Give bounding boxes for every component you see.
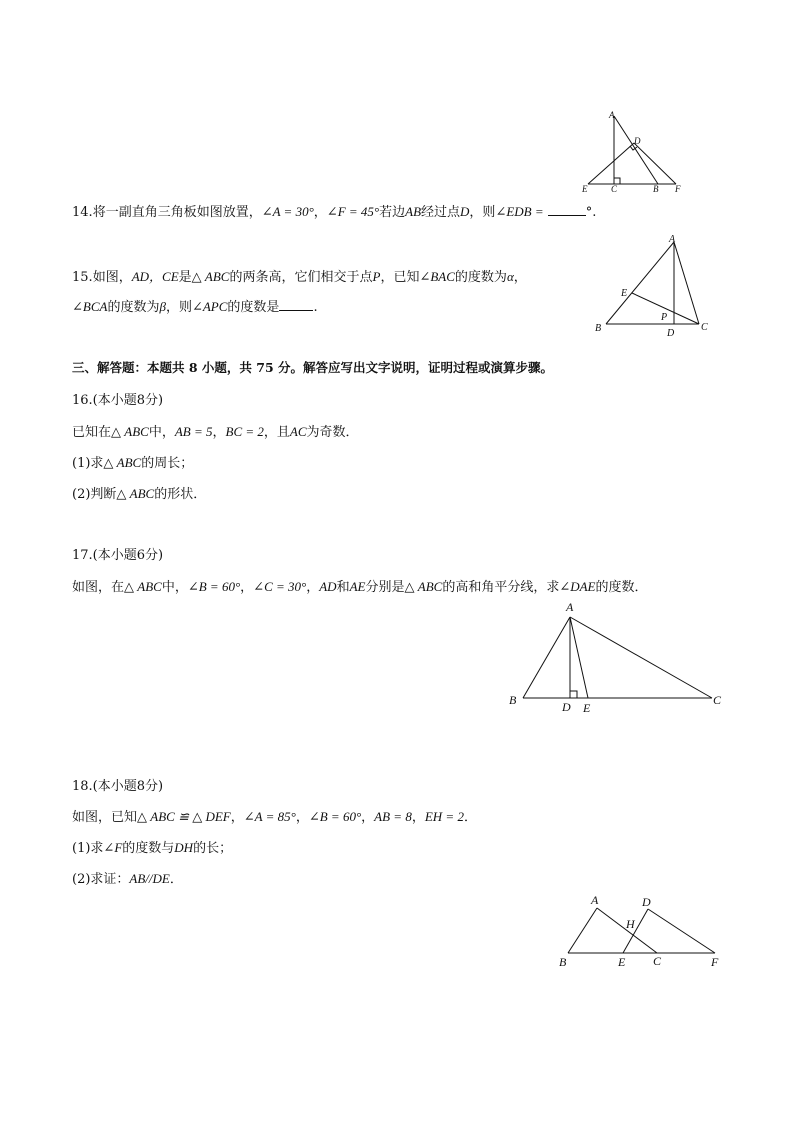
q18-sep: ， — [230, 810, 244, 825]
q15-answer-blank[interactable] — [279, 298, 313, 311]
q14-label-f: F — [675, 184, 681, 194]
q14-text-b: 若边 — [379, 205, 406, 220]
q15-apc: ∠APC — [191, 299, 228, 314]
q18-eh: EH = 2 — [424, 809, 464, 824]
q15-figure — [592, 232, 717, 337]
q14-label-b: B — [653, 184, 659, 194]
q14-tail: °. — [585, 205, 597, 220]
q15-tail: . — [313, 300, 318, 315]
q15-text-h: ，则 — [165, 300, 192, 315]
q15-bca: ∠BCA — [72, 299, 108, 314]
q15-label-c: C — [701, 322, 708, 333]
q18-sep4: ， — [411, 810, 425, 825]
q16-bc: BC = 2 — [225, 424, 264, 439]
q15-number: 15. — [72, 270, 93, 285]
q16-header: 16.(本小题8分) — [72, 393, 164, 408]
q17-label-e: E — [583, 701, 591, 715]
q16-part2 — [72, 485, 206, 504]
q18-part2 — [72, 870, 183, 889]
q14-number: 14. — [72, 205, 93, 220]
q17-text-e: 的高和角平分线，求 — [442, 580, 560, 595]
q14-text-c: 经过点 — [421, 205, 461, 220]
q14-ab: AB — [405, 204, 422, 219]
q17-text-a: 如图，在 — [72, 580, 125, 595]
q18-ab: AB = 8 — [374, 809, 412, 824]
q18-part1-dh: DH — [174, 840, 194, 855]
q14-cond-f: ∠F = 45° — [326, 204, 380, 219]
q15-tri: △ ABC — [191, 269, 230, 284]
q17-label-d: D — [562, 700, 571, 714]
q18-label-e: E — [618, 955, 626, 969]
q17-text-b: 中， — [161, 580, 188, 595]
q18-text-a: 如图，已知 — [72, 810, 138, 825]
q14-text — [72, 203, 596, 222]
q18-figure — [555, 892, 730, 972]
q14-text-d: ，则 — [469, 205, 496, 220]
q16-text-c: ，且 — [263, 425, 290, 440]
section3-title: 三、解答题：本题共 8 小题，共 75 分。解答应写出文字说明，证明过程或演算步骤。 — [72, 360, 554, 375]
q18-cong: △ ABC ≌ △ DEF — [137, 809, 231, 824]
q16-text-b: 中， — [148, 425, 175, 440]
q14-label-d: D — [634, 136, 641, 146]
q15-text-line2 — [72, 298, 318, 317]
q17-label-a: A — [566, 600, 574, 614]
q15-label-a: A — [669, 234, 676, 245]
q15-text-c: 的两条高，它们相交于点 — [229, 270, 373, 285]
q17-text-f: 的度数． — [595, 580, 648, 595]
q14-label-a: A — [609, 110, 615, 120]
q18-part1-f: ∠F — [103, 840, 123, 855]
q16-part1-a: (1)求 — [72, 456, 104, 471]
q18-sep2: ， — [295, 810, 309, 825]
q15-label-d: D — [667, 328, 675, 339]
q15-beta: β — [159, 299, 166, 314]
q15-bac: ∠BAC — [419, 269, 455, 284]
q17-text-d: 分别是 — [365, 580, 405, 595]
q16-part2-tri: △ ABC — [116, 486, 155, 501]
q18-text — [72, 808, 477, 827]
q17-ae: AE — [349, 579, 366, 594]
q14-angle: ∠EDB = — [495, 204, 544, 219]
q18-label-c: C — [653, 954, 662, 968]
q17-text-c: 和 — [336, 580, 350, 595]
q17-tri: △ ABC — [124, 579, 162, 594]
q18-part2-a: (2)求证： — [72, 872, 130, 887]
q18-part1-b: 的度数与 — [122, 841, 175, 856]
q16-part1 — [72, 454, 193, 473]
q15-text-d: ，已知 — [380, 270, 420, 285]
q14-label-c: C — [611, 184, 618, 194]
q14-text-a: 将一副直角三角板如图放置， — [92, 205, 262, 220]
q17-ad: AD — [319, 579, 337, 594]
q15-label-p: P — [661, 312, 668, 323]
q16-ac: AC — [289, 424, 307, 439]
q17-label-b: B — [509, 693, 517, 707]
q18-label-b: B — [559, 955, 567, 969]
q16-part2-a: (2)判断 — [72, 487, 117, 502]
q18-a: ∠A = 85° — [243, 809, 296, 824]
q16-text-d: 为奇数． — [306, 425, 359, 440]
q18-part2-expr: AB//DE — [129, 871, 170, 886]
q18-label-f: F — [711, 955, 719, 969]
q16-part1-tri: △ ABC — [103, 455, 142, 470]
q15-text-b: 是 — [178, 270, 192, 285]
q17-sep2: ， — [306, 580, 320, 595]
q17-text — [72, 578, 648, 597]
q17-c: ∠C = 30° — [253, 579, 307, 594]
q17-sep: ， — [240, 580, 254, 595]
q18-b: ∠B = 60° — [308, 809, 362, 824]
q15-alpha: α — [506, 269, 514, 284]
q18-label-a: A — [591, 893, 599, 907]
q18-tail: ． — [463, 810, 477, 825]
q14-figure — [578, 108, 681, 194]
q16-text — [72, 423, 359, 442]
q18-header: 18.(本小题8分) — [72, 779, 164, 794]
q16-text-a: 已知在 — [72, 425, 112, 440]
q15-label-b: B — [595, 323, 602, 334]
q16-part1-b: 的周长； — [141, 456, 194, 471]
q16-part2-b: 的形状． — [154, 487, 207, 502]
q17-tri2: △ ABC — [404, 579, 443, 594]
q16-ab: AB = 5 — [174, 424, 213, 439]
q18-part2-b: ． — [169, 872, 183, 887]
q14-label-e: E — [582, 184, 588, 194]
q14-sep: ， — [313, 205, 327, 220]
q18-part1-c: 的长； — [193, 841, 233, 856]
q18-label-d: D — [642, 895, 651, 909]
q15-text-line1 — [72, 268, 527, 287]
q18-part1 — [72, 839, 232, 858]
q18-sep3: ， — [361, 810, 375, 825]
q17-label-c: C — [713, 693, 722, 707]
q14-cond-a: ∠A = 30° — [261, 204, 314, 219]
q15-text-f: ， — [513, 270, 527, 285]
q17-dae: ∠DAE — [559, 579, 596, 594]
q16-sep: ， — [212, 425, 226, 440]
q15-text-a: 如图， — [92, 270, 132, 285]
q17-figure — [505, 600, 730, 720]
q15-label-e: E — [621, 288, 628, 299]
q15-ad-ce: AD，CE — [131, 269, 179, 284]
q15-text-g: 的度数为 — [107, 300, 160, 315]
q16-tri: △ ABC — [111, 424, 149, 439]
q18-label-h: H — [626, 917, 635, 931]
q15-text-e: 的度数为 — [454, 270, 507, 285]
q17-b: ∠B = 60° — [187, 579, 241, 594]
q15-text-i: 的度数是 — [227, 300, 280, 315]
q14-answer-blank[interactable] — [548, 203, 586, 216]
q15-p: P — [372, 269, 381, 284]
q14-d: D — [460, 204, 470, 219]
q17-header: 17.(本小题6分) — [72, 548, 164, 563]
q18-part1-a: (1)求 — [72, 841, 104, 856]
